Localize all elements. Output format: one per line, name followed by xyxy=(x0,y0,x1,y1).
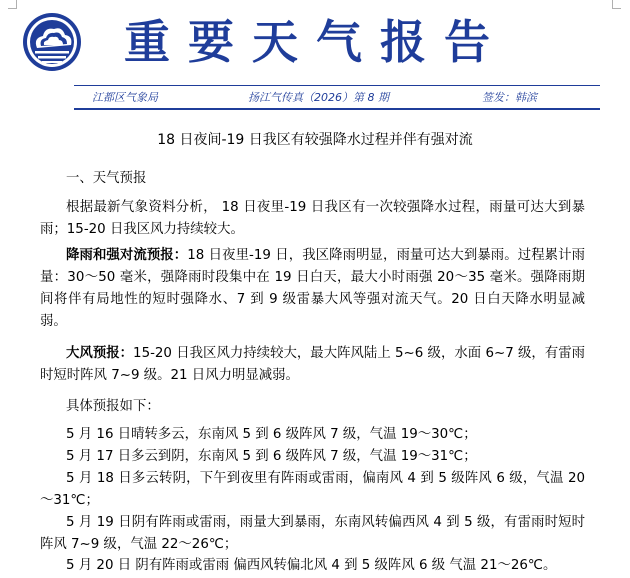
crop-mark-tr xyxy=(612,0,621,9)
paragraph-summary: 根据最新气象资料分析， 18 日夜里-19 日我区有一次较强降水过程，雨量可达大到暴雨；15-20 日我区风力持续较大。 xyxy=(40,200,585,237)
report-headline: 18 日夜间-19 日我区有较强降水过程并伴有强对流 xyxy=(157,132,473,148)
serial-number: 扬江气传真（2026）第 8 期 xyxy=(248,91,389,104)
page-title: 重要天气报告 xyxy=(124,15,508,69)
wind-forecast-text: 15-20 日我区风力持续较大，最大阵风陆上 5~6 级，水面 6~7 级，有雷雨时短时阵风 7~9 级。21 日风力明显减弱。 xyxy=(40,346,586,383)
forecast-day-17: 5 月 17 日多云到阴，东南风 5 到 6 级阵风 7 级，气温 19～31℃； xyxy=(66,449,477,464)
paragraph-detail-intro: 具体预报如下： xyxy=(66,399,160,414)
header-rule-top xyxy=(74,85,600,86)
wind-forecast-label: 大风预报： xyxy=(66,346,134,361)
forecast-day-19: 5 月 19 日阴有阵雨或雷雨，雨量大到暴雨，东南风转偏西风 4 到 5 级，有雷雨时短时阵风 7~9 级，气温 22～26℃； xyxy=(40,515,585,552)
rain-forecast-label: 降雨和强对流预报： xyxy=(66,248,188,263)
crop-mark-tl xyxy=(8,0,17,9)
meteorological-logo-icon xyxy=(22,12,82,72)
forecast-day-18: 5 月 18 日多云转阴，下午到夜里有阵雨或雷雨，偏南风 4 到 5 级阵风 6 级，气温 20～31℃； xyxy=(40,471,585,508)
issuer-label: 江都区气象局 xyxy=(92,91,158,104)
paragraph-wind-forecast xyxy=(40,343,585,387)
forecast-day-20: 5 月 20 日 阴有阵雨或雷雨 偏西风转偏北风 4 到 5 级阵风 6 级 气温 21～26℃。 xyxy=(66,558,557,573)
rain-forecast-text: 18 日夜里-19 日，我区降雨明显，雨量可达大到暴雨。过程累计雨量：30～50 毫米，强降雨时段集中在 19 日白天，最大小时雨强 20～35 毫米。强降雨期间将伴有局地性的短时强降水、7 到 9 级雷暴大风等强对流天气。20 日白天降水明显减弱。 xyxy=(40,248,586,329)
paragraph-rain-forecast xyxy=(40,245,585,333)
signer-label: 签发：韩滨 xyxy=(482,91,537,104)
forecast-day-16: 5 月 16 日晴转多云，东南风 5 到 6 级阵风 7 级，气温 19～30℃； xyxy=(66,427,477,442)
header-rule-bottom xyxy=(74,108,600,110)
section-heading: 一、天气预报 xyxy=(66,171,147,186)
